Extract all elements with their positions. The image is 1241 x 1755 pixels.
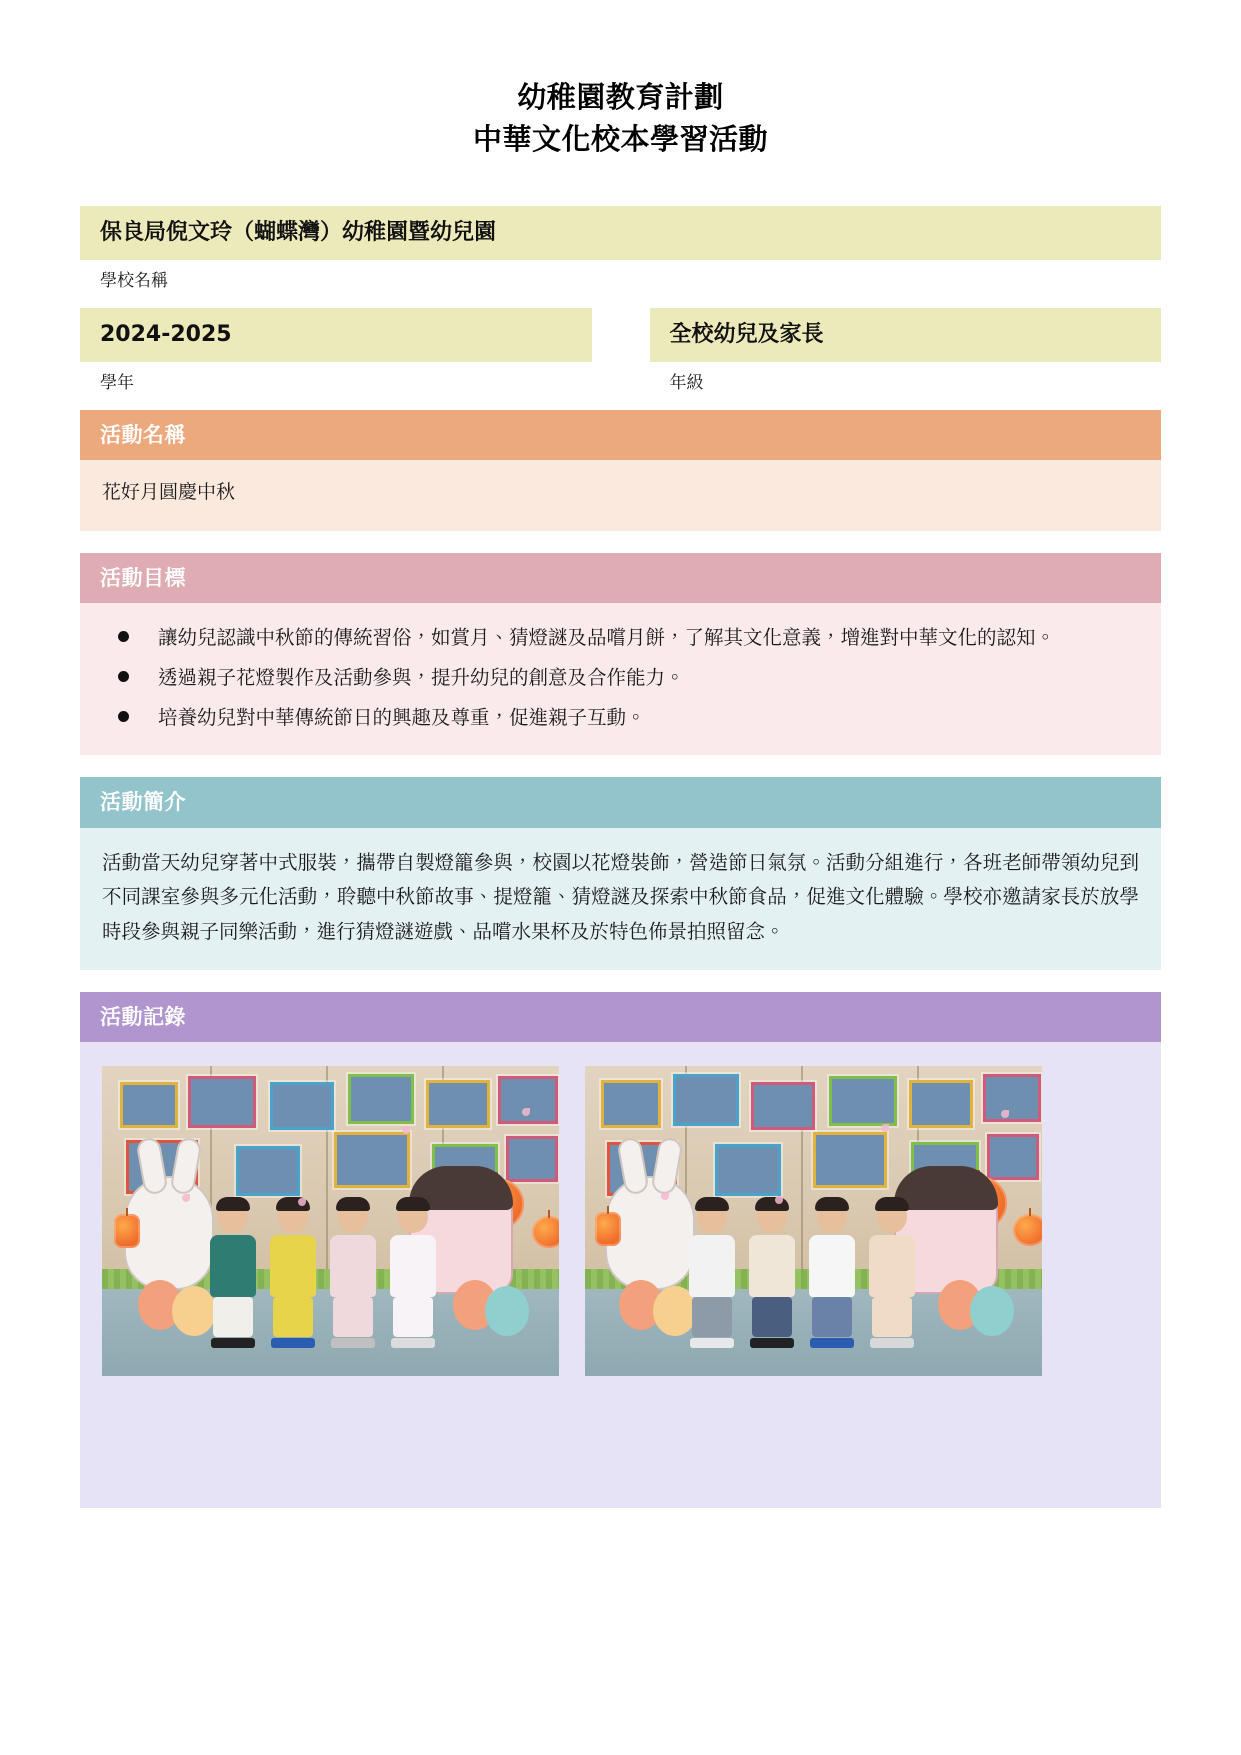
section-header-record: 活動記錄 [80, 992, 1161, 1042]
grade-value: 全校幼兒及家長 [650, 308, 1162, 362]
activity-name-text: 花好月圓慶中秋 [102, 481, 236, 503]
section-header-introduction: 活動簡介 [80, 777, 1161, 827]
photo-scene [585, 1066, 1042, 1376]
objective-text: 讓幼兒認識中秋節的傳統習俗，如賞月、猜燈謎及品嚐月餅，了解其文化意義，增進對中華文化的認知。 [158, 626, 1056, 650]
introduction-text: 活動當天幼兒穿著中式服裝，攜帶自製燈籠參與，校園以花燈裝飾，營造節日氣氛。活動分組進行，各班老師帶領幼兒到不同課室參與多元化活動，聆聽中秋節故事、提燈籠、猜燈謎及探索中秋節食品，促進文化體驗。學校亦邀請家長於放學時段參與親子同樂活動，進行猜燈謎遊戲、品嚐水果杯及於特色佈景拍照留念。 [102, 850, 1139, 944]
section-body-objectives [80, 603, 1161, 755]
list-item [102, 661, 1139, 695]
list-item [102, 621, 1139, 655]
photo-scene [102, 1066, 559, 1376]
school-name-caption: 學校名稱 [100, 270, 168, 291]
bullet-icon [118, 671, 129, 682]
photo-mid-autumn-group-1 [102, 1066, 559, 1376]
section-body-introduction [80, 828, 1161, 970]
school-name-value: 保良局倪文玲（蝴蝶灣）幼稚園暨幼兒園 [80, 206, 1161, 260]
school-year-value: 2024-2025 [80, 308, 592, 362]
photo-grid [102, 1060, 1139, 1376]
record-empty-space [102, 1376, 1139, 1488]
grade-block [650, 308, 1162, 410]
section-body-record [80, 1042, 1161, 1508]
objectives-list [102, 621, 1139, 735]
page-title-line-2: 中華文化校本學習活動 [472, 122, 768, 157]
section-header-activity-name: 活動名稱 [80, 410, 1161, 460]
objective-text: 透過親子花燈製作及活動參與，提升幼兒的創意及合作能力。 [158, 666, 685, 690]
bullet-icon [118, 631, 129, 642]
year-grade-row [80, 308, 1161, 410]
school-year-block [80, 308, 592, 410]
section-header-objectives: 活動目標 [80, 553, 1161, 603]
bullet-icon [118, 711, 129, 722]
section-body-activity-name [80, 460, 1161, 531]
page-title-line-1: 幼稚園教育計劃 [517, 80, 724, 114]
page-title [80, 76, 1161, 160]
school-year-caption: 學年 [100, 372, 134, 393]
objective-text: 培養幼兒對中華傳統節日的興趣及尊重，促進親子互動。 [158, 706, 646, 730]
grade-caption: 年級 [669, 372, 704, 393]
photo-mid-autumn-group-2 [585, 1066, 1042, 1376]
list-item [102, 701, 1139, 735]
